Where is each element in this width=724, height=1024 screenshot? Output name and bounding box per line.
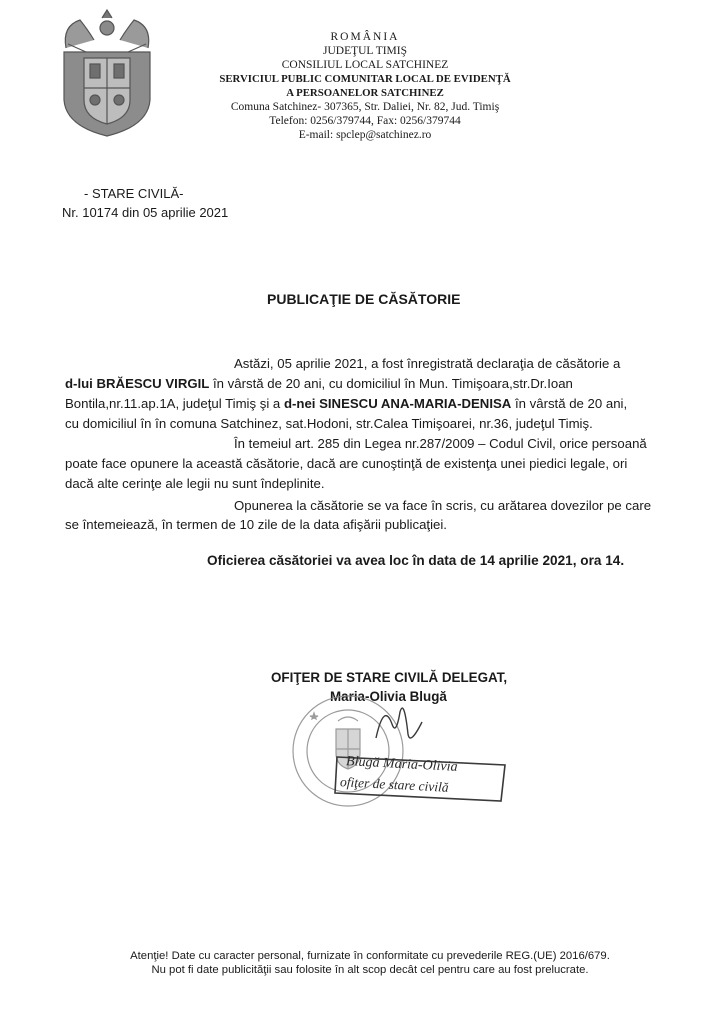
- header-county: JUDEŢUL TIMIŞ: [322, 45, 407, 57]
- header-country: ROMÂNIA: [330, 31, 400, 43]
- body-line-1: Astăzi, 05 aprilie 2021, a fost înregistrată declaraţia de căsătorie a: [234, 356, 621, 371]
- body-line-6: poate face opunere la această căsătorie, dacă are cunoştinţă de existenţa unei piedici legale, ori: [65, 456, 628, 471]
- body-line-8: Opunerea la căsătorie se va face în scris, cu arătarea dovezilor pe care: [234, 498, 652, 513]
- groom-name: d-lui BRĂESCU VIRGIL: [65, 376, 210, 391]
- stamp-role-text: ofiţer de stare civilă: [339, 774, 449, 795]
- stamp-name-text: Blugă Maria-Olivia: [345, 754, 458, 775]
- bride-age: în vârstă de 20 ani,: [511, 396, 628, 411]
- body-line-4: cu domiciliul în în comuna Satchinez, sat.Hodoni, str.Calea Timişoarei, nr.36, judeţul Timiş.: [65, 416, 593, 431]
- header-phone: Telefon: 0256/379744, Fax: 0256/379744: [269, 115, 461, 127]
- header-service-line2: A PERSOANELOR SATCHINEZ: [286, 87, 444, 99]
- officer-role: OFIŢER DE STARE CIVILĂ DELEGAT,: [271, 670, 508, 685]
- header-address: Comuna Satchinez- 307365, Str. Daliei, Nr. 82, Jud. Timiş: [230, 101, 500, 113]
- body-line-2: [65, 376, 573, 391]
- ceremony-notice: Oficierea căsătoriei va avea loc în data de 14 aprilie 2021, ora 14.: [207, 553, 625, 568]
- header-service-line1: SERVICIUL PUBLIC COMUNITAR LOCAL DE EVIDENŢĂ: [219, 73, 511, 85]
- gdpr-notice: [70, 949, 670, 977]
- body-line-7: dacă alte cerinţe ale legii nu sunt îndeplinite.: [65, 476, 325, 491]
- handwritten-signature-icon: [370, 694, 430, 754]
- gdpr-notice-line1: Atenţie! Date cu caracter personal, furnizate în conformitate cu prevederile REG.(UE) 2016/679.: [130, 950, 610, 962]
- groom-address-end: Bontila,nr.11.ap.1A, judeţul Timiş şi a: [65, 396, 284, 411]
- department-label: - STARE CIVILĂ-: [84, 186, 184, 201]
- header-council: CONSILIUL LOCAL SATCHINEZ: [281, 59, 449, 71]
- body-line-3: [65, 396, 627, 411]
- officer-name: Maria-Olivia Blugă: [330, 689, 447, 704]
- body-line-5: În temeiul art. 285 din Legea nr.287/2009 – Codul Civil, orice persoană: [234, 436, 647, 451]
- body-line-9: se întemeiează, în termen de 10 zile de la data afişării publicaţiei.: [65, 517, 447, 532]
- institution-header: [190, 30, 540, 142]
- groom-details: în vârstă de 20 ani, cu domiciliul în Mun. Timişoara,str.Dr.Ioan: [209, 376, 573, 391]
- registration-number: Nr. 10174 din 05 aprilie 2021: [62, 205, 229, 220]
- coat-of-arms-icon: [58, 8, 156, 140]
- header-email: E-mail: spclep@satchinez.ro: [298, 129, 432, 141]
- document-title: PUBLICAŢIE DE CĂSĂTORIE: [267, 291, 461, 307]
- gdpr-notice-line2: Nu pot fi date publicităţii sau folosite în alt scop decât cel pentru care au fost prelucrate.: [151, 964, 589, 976]
- bride-name: d-nei SINESCU ANA-MARIA-DENISA: [283, 396, 512, 411]
